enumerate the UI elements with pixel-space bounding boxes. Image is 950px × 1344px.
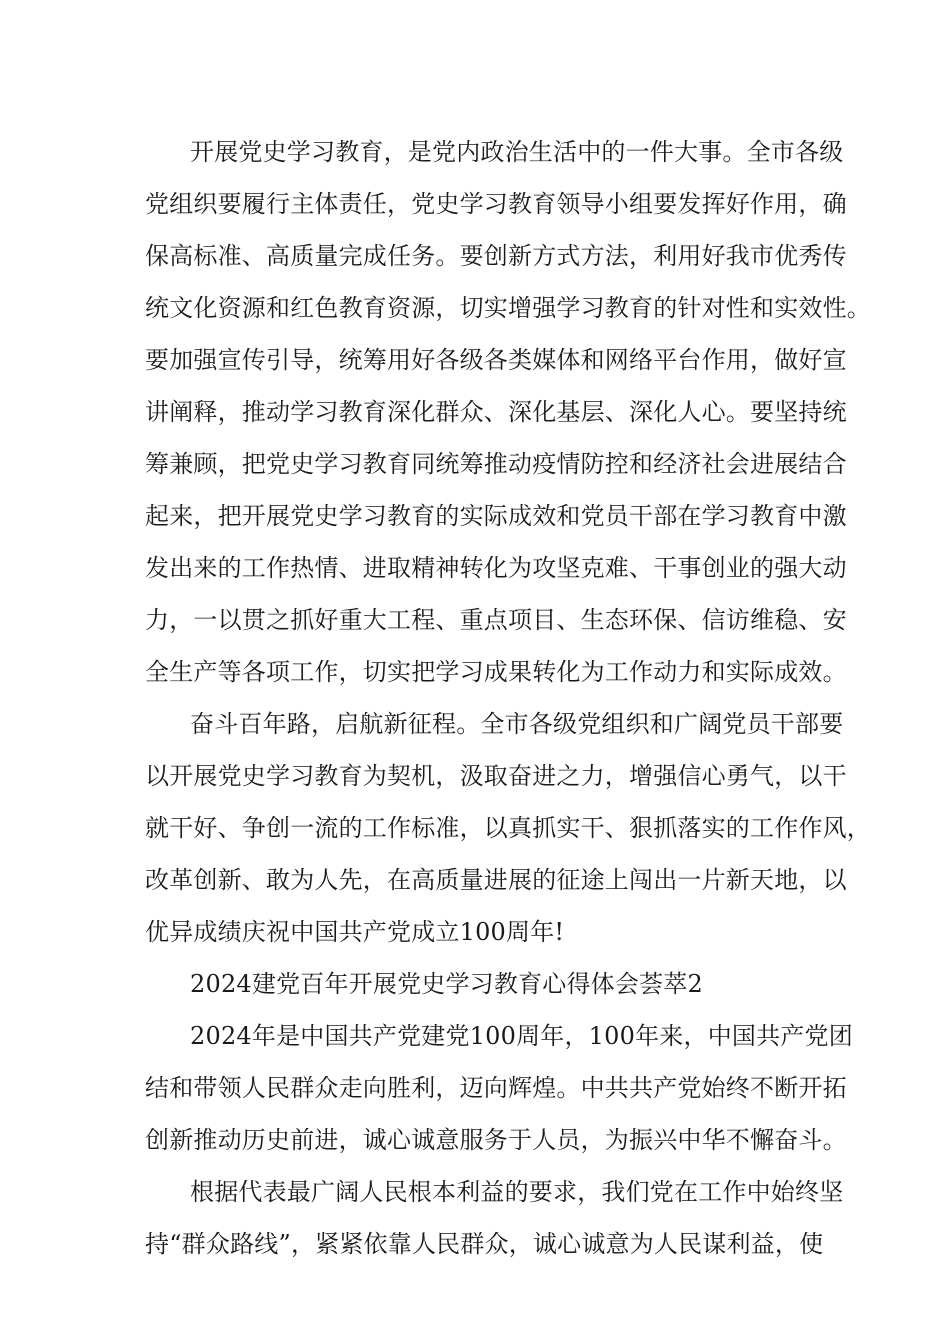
paragraph-line: 开展党史学习教育，是党内政治生活中的一件大事。全市各级 [190, 138, 844, 166]
paragraph-line: 优异成绩庆祝中国共产党成立100周年! [145, 918, 565, 946]
paragraph-line: 要加强宣传引导，统筹用好各级各类媒体和网络平台作用，做好宣 [145, 346, 847, 374]
paragraph-line: 发出来的工作热情、进取精神转化为攻坚克难、干事创业的强大动 [145, 554, 847, 582]
section-heading: 2024建党百年开展党史学习教育心得体会荟萃2 [190, 970, 703, 998]
paragraph-line: 结和带领人民群众走向胜利，迈向辉煌。中共共产党始终不断开拓 [145, 1074, 847, 1102]
paragraph-line: 2024年是中国共产党建党100周年，100年来，中国共产党团 [190, 1022, 853, 1050]
paragraph-line: 力，一以贯之抓好重大工程、重点项目、生态环保、信访维稳、安 [145, 606, 847, 634]
paragraph-line: 持“群众路线”，紧紧依靠人民群众，诚心诚意为人民谋利益，使 [145, 1230, 824, 1258]
paragraph-line: 统文化资源和红色教育资源，切实增强学习教育的针对性和实效性。 [145, 294, 871, 322]
paragraph-line: 全生产等各项工作，切实把学习成果转化为工作动力和实际成效。 [145, 658, 847, 686]
paragraph-line: 奋斗百年路，启航新征程。全市各级党组织和广阔党员干部要 [190, 710, 844, 738]
paragraph-line: 党组织要履行主体责任，党史学习教育领导小组要发挥好作用，确 [145, 190, 847, 218]
paragraph-line: 根据代表最广阔人民根本利益的要求，我们党在工作中始终坚 [190, 1178, 844, 1206]
paragraph-line: 创新推动历史前进，诚心诚意服务于人员，为振兴中华不懈奋斗。 [145, 1126, 847, 1154]
paragraph-line: 讲阐释，推动学习教育深化群众、深化基层、深化人心。要坚持统 [145, 398, 847, 426]
paragraph-line: 改革创新、敢为人先，在高质量进展的征途上闯出一片新天地，以 [145, 866, 847, 894]
paragraph-line: 筹兼顾，把党史学习教育同统筹推动疫情防控和经济社会进展结合 [145, 450, 847, 478]
paragraph-line: 就干好、争创一流的工作标准，以真抓实干、狠抓落实的工作作风， [145, 814, 871, 842]
paragraph-line: 保高标准、高质量完成任务。要创新方式方法，利用好我市优秀传 [145, 242, 847, 270]
paragraph-line: 起来，把开展党史学习教育的实际成效和党员干部在学习教育中激 [145, 502, 847, 530]
paragraph-line: 以开展党史学习教育为契机，汲取奋进之力，增强信心勇气，以干 [145, 762, 847, 790]
